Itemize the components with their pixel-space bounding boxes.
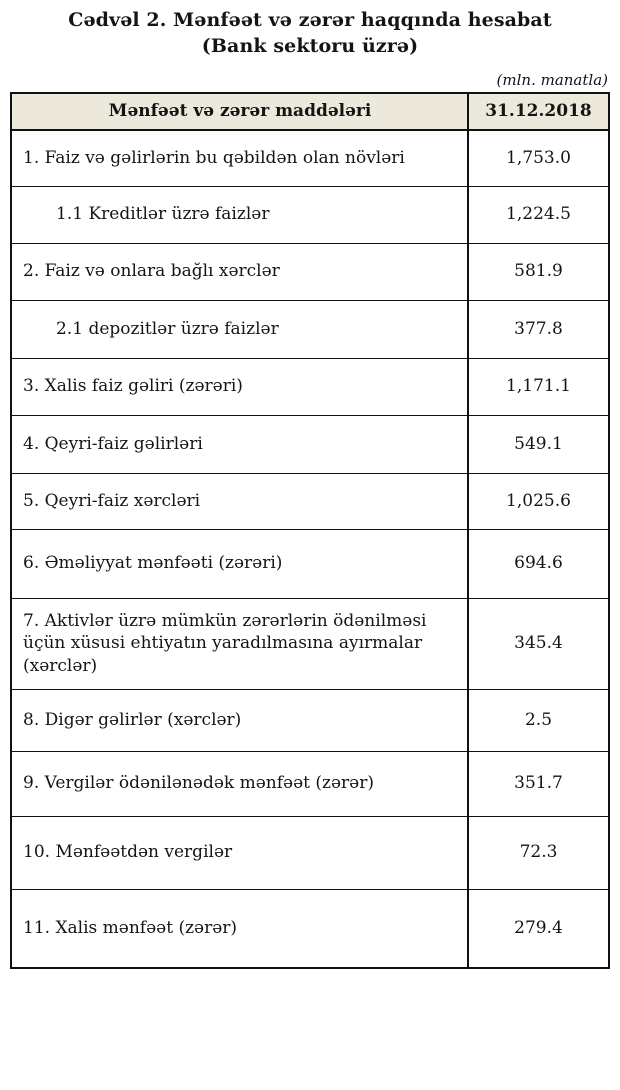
row-label: 1. Faiz və gəlirlərin bu qəbildən olan növləri	[12, 131, 469, 186]
row-label: 1.1 Kreditlər üzrə faizlər	[12, 187, 469, 243]
row-value: 2.5	[524, 709, 553, 730]
table-row	[12, 690, 608, 752]
row-label: 4. Qeyri-faiz gəlirləri	[12, 416, 469, 473]
row-value: 694.6	[514, 553, 563, 574]
table-row	[12, 359, 608, 416]
row-label: 7. Aktivlər üzrə mümkün zərərlərin ödənilməsi üçün xüsusi ehtiyatın yaradılmasına ayırmalar (xərclər)	[12, 599, 469, 689]
table-row	[12, 530, 608, 599]
table-row	[12, 244, 608, 301]
table-row	[12, 752, 608, 817]
row-value: 345.4	[514, 633, 563, 654]
page-title-line1: Cədvəl 2. Mənfəət və zərər haqqında hesabat	[68, 9, 552, 31]
row-label: 8. Digər gəlirlər (xərclər)	[12, 690, 469, 751]
table-row	[12, 599, 608, 690]
table-row	[12, 817, 608, 890]
row-value: 1,171.1	[506, 376, 571, 397]
row-label: 2. Faiz və onlara bağlı xərclər	[12, 244, 469, 300]
row-value: 1,753.0	[506, 147, 571, 168]
row-label: 9. Vergilər ödənilənədək mənfəət (zərər)	[12, 752, 469, 816]
row-value: 1,224.5	[506, 204, 571, 225]
unit-note: (mln. manatla)	[496, 71, 608, 89]
page-title	[0, 7, 620, 59]
row-value: 1,025.6	[506, 490, 571, 511]
table-row	[12, 131, 608, 187]
row-value: 581.9	[514, 261, 563, 282]
table-row	[12, 301, 608, 359]
table-row	[12, 187, 608, 244]
row-label: 10. Mənfəətdən vergilər	[12, 817, 469, 889]
row-value: 72.3	[519, 842, 558, 863]
table-header-date: 31.12.2018	[485, 101, 592, 121]
row-value: 351.7	[514, 773, 563, 794]
table-row	[12, 890, 608, 967]
row-label: 2.1 depozitlər üzrə faizlər	[12, 301, 469, 358]
row-label: 5. Qeyri-faiz xərcləri	[12, 474, 469, 529]
row-value: 549.1	[514, 433, 563, 454]
table-row	[12, 416, 608, 474]
profit-loss-table	[10, 92, 610, 969]
row-label: 3. Xalis faiz gəliri (zərəri)	[12, 359, 469, 415]
table-header-row	[12, 94, 608, 131]
row-label: 6. Əməliyyat mənfəəti (zərəri)	[12, 530, 469, 598]
table-header-items: Mənfəət və zərər maddələri	[12, 94, 469, 129]
table-row	[12, 474, 608, 530]
row-value: 377.8	[514, 318, 563, 339]
row-value: 279.4	[514, 917, 563, 938]
page-title-line2: (Bank sektoru üzrə)	[201, 35, 419, 57]
row-label: 11. Xalis mənfəət (zərər)	[12, 890, 469, 967]
